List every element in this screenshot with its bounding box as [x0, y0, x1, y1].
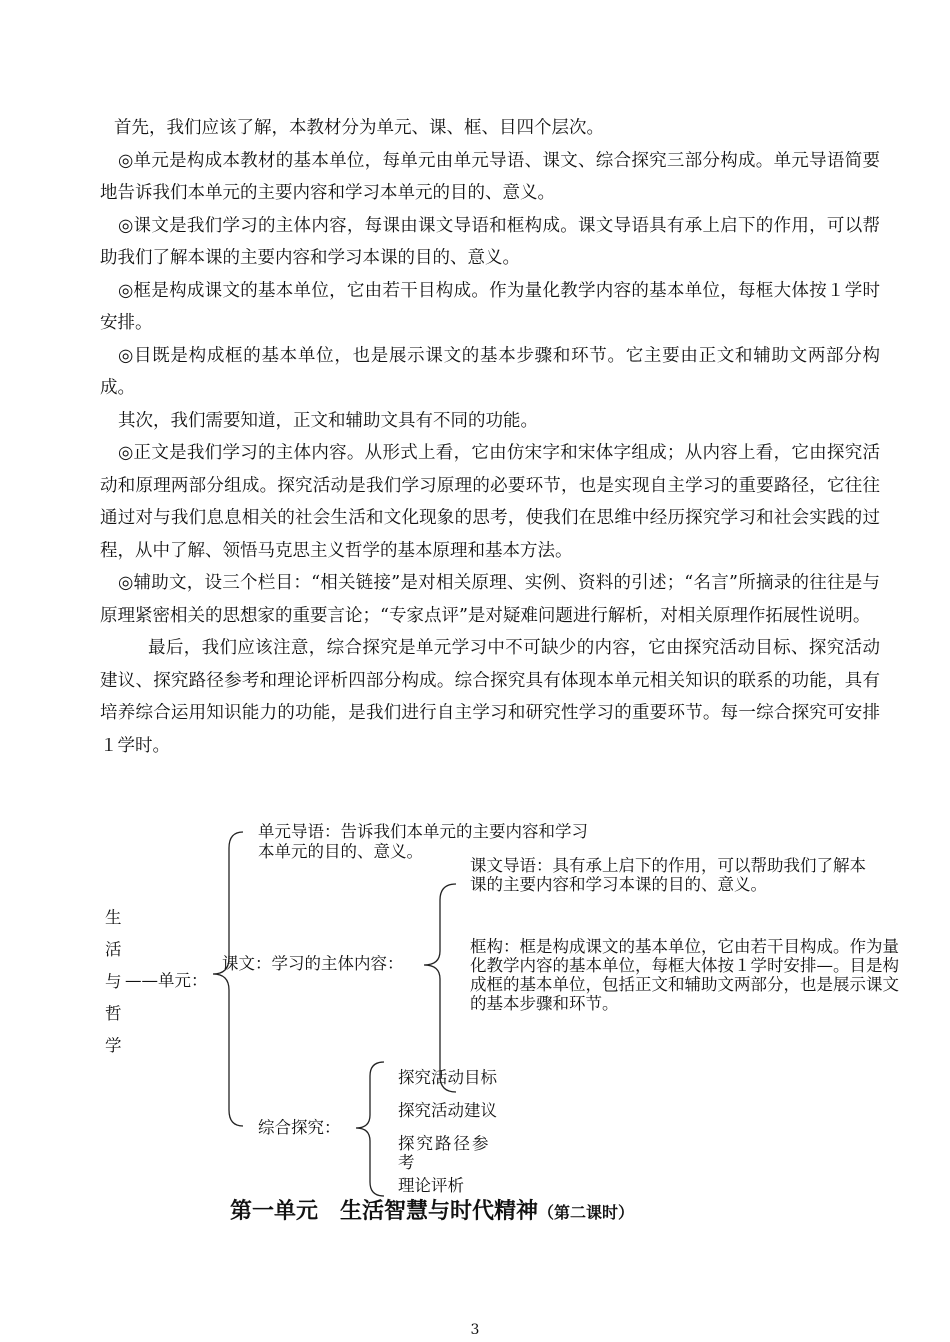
diagram-text-guide: 课文导语：具有承上启下的作用，可以帮助我们了解本课的主要内容和学习本课的目的、意义。: [470, 856, 866, 894]
vertical-char: 哲: [105, 1004, 122, 1023]
heading-main: 第一单元 生活智慧与时代精神: [230, 1199, 539, 1224]
diagram-inquiry-label: 综合探究：: [258, 1118, 341, 1137]
paragraph-frame: ◎框是构成课文的基本单位，它由若干目构成。作为量化教学内容的基本单位，每框大体按１学时安排。: [100, 280, 880, 333]
vertical-title: [105, 902, 125, 1062]
vertical-char: 生: [105, 908, 122, 927]
diagram-inquiry-item: 探究活动建议: [398, 1101, 497, 1120]
diagram-inquiry-item: 探究活动目标: [398, 1068, 497, 1087]
paragraph-second: 其次，我们需要知道，正文和辅助文具有不同的功能。: [118, 410, 538, 431]
vertical-char: 学: [105, 1036, 122, 1055]
section-heading: [230, 1194, 634, 1225]
inquiry-brace: [356, 1062, 384, 1196]
diagram-root-label: ——单元：: [125, 971, 208, 990]
heading-sub: （第二课时）: [538, 1203, 635, 1222]
diagram-text-label: 课文：学习的主体内容：: [222, 954, 404, 973]
paragraph-finally: 最后，我们应该注意，综合探究是单元学习中不可缺少的内容，它由探究活动目标、探究活动建议、探究路径参考和理论评析四部分构成。综合探究具有体现本单元相关知识的联系的功能，具有培养综合运用知识能力的功能，是我们进行自主学习和研究性学习的重要环节。每一综合探究可安排１学时。: [100, 638, 880, 756]
vertical-char: 活: [105, 940, 122, 959]
paragraph-unit: ◎单元是构成本教材的基本单位，每单元由单元导语、课文、综合探究三部分构成。单元导语简要地告诉我们本单元的主要内容和学习本单元的目的、意义。: [100, 150, 880, 203]
diagram-unit-guide: 单元导语：告诉我们本单元的主要内容和学习本单元的目的、意义。: [258, 822, 588, 861]
unit-brace: [213, 832, 243, 1126]
paragraph-main-text: ◎正文是我们学习的主体内容。从形式上看，它由仿宋字和宋体字组成；从内容上看，它由探究活动和原理两部分组成。探究活动是我们学习原理的必要环节，也是实现自主学习的重要路径，它往往通过对与我们息息相关的社会生活和文化现象的思考，使我们在思维中经历探究学习和社会实践的过程，从中了解、领悟马克思主义哲学的基本原理和基本方法。: [100, 443, 880, 561]
vertical-char: 与: [105, 972, 122, 991]
paragraph-auxiliary-text: ◎辅助文，设三个栏目：“相关链接”是对相关原理、实例、资料的引述；“名言”所摘录的往往是与原理紧密相关的思想家的重要言论；“专家点评”是对疑难问题进行解析，对相关原理作拓展性说明。: [100, 573, 880, 626]
paragraph-lesson: ◎课文是我们学习的主体内容，每课由课文导语和框构成。课文导语具有承上启下的作用，可以帮助我们了解本课的主要内容和学习本课的目的、意义。: [100, 215, 880, 268]
diagram-frame: 框构：框是构成课文的基本单位，它由若干目构成。作为量化教学内容的基本单位，每框大体按１学时安排—。目是构成框的基本单位，包括正文和辅助文两部分，也是展示课文的基本步骤和环节。: [470, 937, 899, 1013]
paragraph-intro: 首先，我们应该了解，本教材分为单元、课、框、目四个层次。: [114, 118, 604, 138]
diagram-inquiry-item: 理论评析: [398, 1176, 464, 1195]
lesson-brace: [424, 884, 456, 1092]
page-number: 3: [470, 1322, 480, 1338]
diagram-inquiry-item: 探究路径参考: [398, 1134, 491, 1172]
paragraph-item: ◎目既是构成框的基本单位，也是展示课文的基本步骤和环节。它主要由正文和辅助文两部分构成。: [100, 345, 880, 398]
